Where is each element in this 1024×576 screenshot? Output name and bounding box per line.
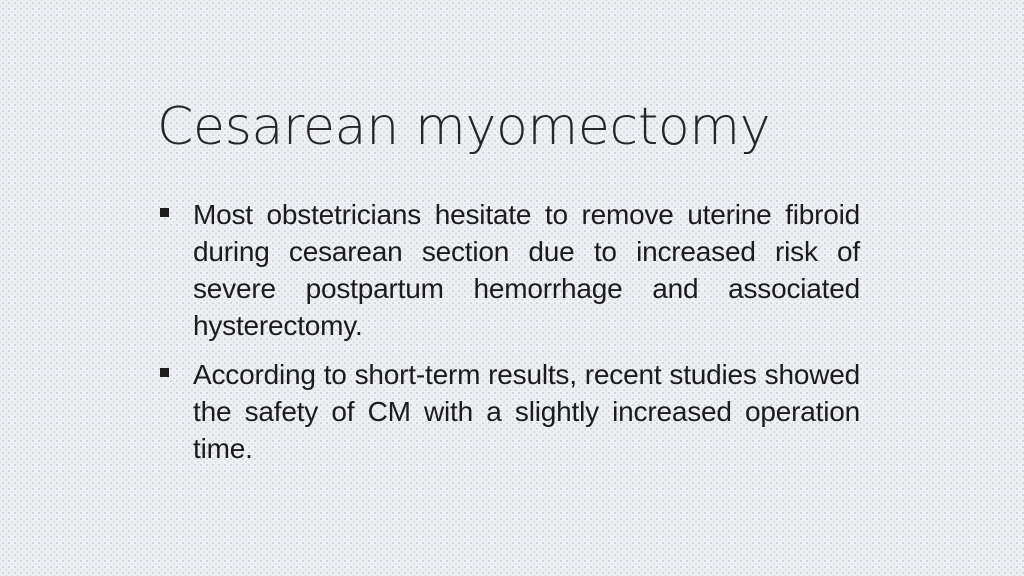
bullet-item xyxy=(157,196,860,344)
slide-title: Cesarean myomectomy xyxy=(157,97,771,157)
square-bullet-icon xyxy=(157,196,193,230)
bullet-text: Most obstetricians hesitate to remove uterine fibroid during cesarean section due to increased risk of severe postpartum hemorrhage and associated hysterectomy. xyxy=(193,199,860,341)
bullet-list xyxy=(157,196,860,479)
square-bullet-icon xyxy=(157,356,193,390)
bullet-text: According to short-term results, recent studies showed the safety of CM with a slightly increased operation time. xyxy=(193,359,860,464)
bullet-item xyxy=(157,356,860,467)
